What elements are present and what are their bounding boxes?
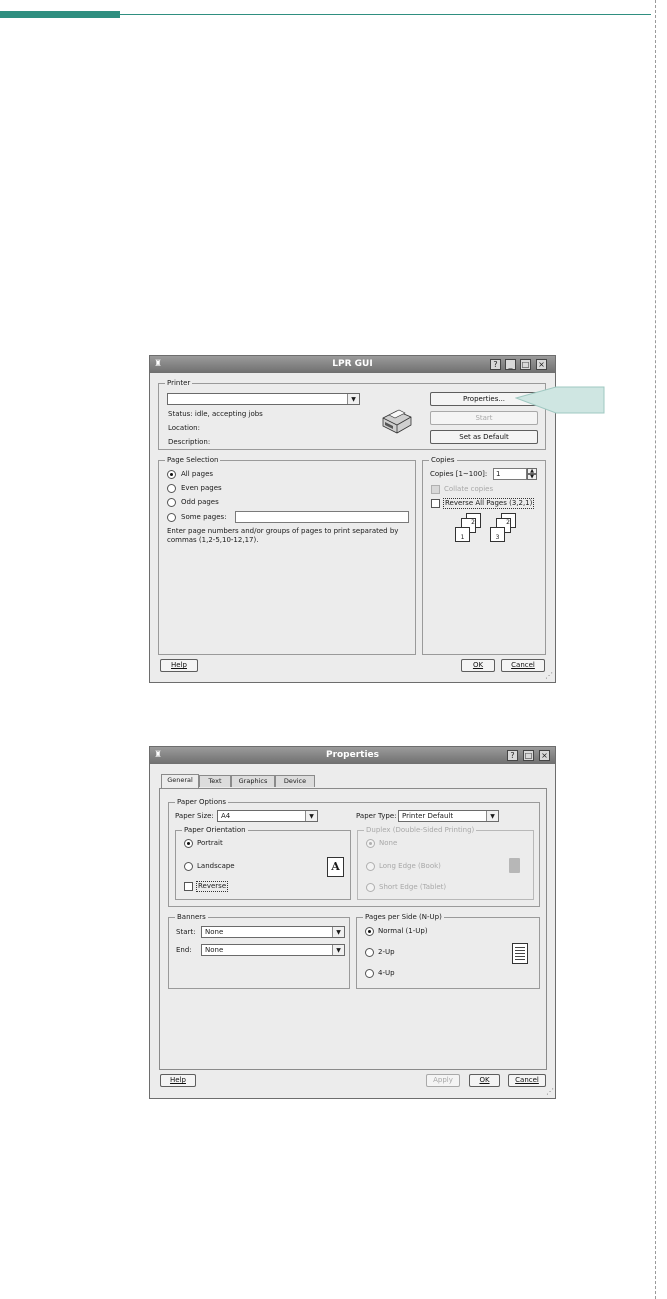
reverse-pages-checkbox[interactable] [431, 499, 440, 508]
properties-button[interactable]: Properties... [430, 392, 538, 406]
banner-start-label: Start: [176, 928, 196, 936]
maximize-button[interactable]: □ [521, 360, 530, 369]
close-button[interactable]: × [539, 750, 550, 761]
tab-panel [159, 788, 547, 1070]
chevron-down-icon: ▼ [347, 394, 359, 404]
resize-grip-icon[interactable]: ⋰ [546, 1087, 554, 1096]
duplex-group [357, 826, 534, 900]
duplex-page-icon [509, 858, 520, 873]
2up-label: 2-Up [378, 948, 395, 956]
collate-checkbox[interactable] [431, 485, 440, 494]
copies-label: Copies [1~100]: [430, 470, 488, 478]
even-pages-label: Even pages [181, 484, 222, 492]
portrait-label: Portrait [197, 839, 223, 847]
printer-icon [379, 404, 415, 436]
tab-graphics[interactable]: Graphics [231, 775, 275, 787]
some-pages-input[interactable] [235, 511, 409, 523]
printer-group [158, 379, 546, 450]
help-button[interactable]: Help [160, 659, 198, 672]
radio-duplex-none[interactable] [366, 839, 375, 848]
banner-start-value: None [205, 928, 224, 936]
window-title: Properties [325, 750, 380, 760]
orientation-group [175, 826, 351, 900]
page-help-text-2: commas (1,2-5,10-12,17). [167, 536, 259, 544]
radio-some-pages[interactable] [167, 513, 176, 522]
window-title: LPR GUI [332, 359, 373, 369]
maximize-button[interactable]: □ [524, 751, 533, 760]
odd-pages-label: Odd pages [181, 498, 219, 506]
orientation-label: Paper Orientation [184, 826, 246, 834]
radio-portrait[interactable] [184, 839, 193, 848]
help-button[interactable]: Help [160, 1074, 196, 1087]
apply-button[interactable]: Apply [426, 1074, 460, 1087]
reverse-label: Reverse [198, 882, 227, 890]
banners-group [168, 913, 350, 989]
paper-size-value: A4 [221, 812, 231, 820]
banner-end-value: None [205, 946, 224, 954]
app-menu-icon[interactable]: ♜ [154, 359, 163, 369]
help-title-button[interactable]: ? [507, 750, 518, 761]
paper-type-value: Printer Default [402, 812, 454, 820]
tab-text[interactable]: Text [199, 775, 231, 787]
some-pages-label: Some pages: [181, 513, 227, 521]
paper-type-select[interactable] [398, 810, 499, 822]
page-selection-group [158, 456, 416, 655]
printer-description: Description: [168, 438, 211, 446]
radio-2up[interactable] [365, 948, 374, 957]
radio-odd-pages[interactable] [167, 498, 176, 507]
lpr-gui-window [149, 355, 556, 683]
reverse-pages-label: Reverse All Pages (3,2,1) [445, 499, 533, 507]
callout-arrow [515, 386, 605, 414]
chevron-down-icon: ▼ [332, 945, 344, 955]
radio-long-edge[interactable] [366, 862, 375, 871]
copies-group [422, 456, 546, 655]
radio-all-pages[interactable] [167, 470, 176, 479]
copies-input[interactable]: 1 [493, 468, 527, 480]
start-button[interactable]: Start [430, 411, 538, 425]
paper-options-group [168, 798, 540, 907]
nup-page-icon [512, 943, 528, 964]
radio-4up[interactable] [365, 969, 374, 978]
header-accent-bar [0, 11, 120, 18]
tab-device[interactable]: Device [275, 775, 315, 787]
landscape-label: Landscape [197, 862, 235, 870]
copies-group-label: Copies [431, 456, 455, 464]
chevron-down-icon: ▼ [305, 811, 317, 821]
app-menu-icon[interactable]: ♜ [154, 750, 163, 760]
properties-titlebar[interactable] [150, 747, 555, 764]
close-button[interactable]: × [536, 359, 547, 370]
minimize-button[interactable]: _ [505, 359, 516, 370]
long-edge-label: Long Edge (Book) [379, 862, 441, 870]
header-rule [120, 14, 651, 15]
help-title-button[interactable]: ? [490, 359, 501, 370]
nup-group [356, 913, 540, 989]
printer-group-label: Printer [167, 379, 191, 387]
reverse-checkbox[interactable] [184, 882, 193, 891]
paper-size-label: Paper Size: [175, 812, 214, 820]
banner-end-select[interactable] [201, 944, 345, 956]
properties-window [149, 746, 556, 1099]
chevron-down-icon: ▼ [332, 927, 344, 937]
ok-button[interactable]: OK [469, 1074, 500, 1087]
set-default-button[interactable]: Set as Default [430, 430, 538, 444]
orientation-page-icon: A [327, 857, 344, 877]
ok-button[interactable]: OK [461, 659, 495, 672]
nup-label: Pages per Side (N-Up) [365, 913, 442, 921]
stacked-pages-icon: 2 1 2 3 [453, 513, 523, 547]
short-edge-label: Short Edge (Tablet) [379, 883, 447, 891]
4up-label: 4-Up [378, 969, 395, 977]
cancel-button[interactable]: Cancel [508, 1074, 546, 1087]
tab-general[interactable]: General [161, 774, 199, 788]
lpr-titlebar[interactable] [150, 356, 555, 373]
radio-even-pages[interactable] [167, 484, 176, 493]
radio-short-edge[interactable] [366, 883, 375, 892]
tab-bar [161, 775, 547, 789]
chevron-down-icon: ▼ [486, 811, 498, 821]
resize-grip-icon[interactable]: ⋰ [545, 671, 553, 680]
banners-label: Banners [177, 913, 206, 921]
page-selection-label: Page Selection [167, 456, 219, 464]
radio-normal-1up[interactable] [365, 927, 374, 936]
page-help-text-1: Enter page numbers and/or groups of pages to print separated by [167, 527, 399, 535]
radio-landscape[interactable] [184, 862, 193, 871]
normal-1up-label: Normal (1-Up) [378, 927, 428, 935]
paper-size-select[interactable] [217, 810, 318, 822]
banner-end-label: End: [176, 946, 192, 954]
spin-down-icon[interactable]: ▼ [527, 474, 537, 480]
cancel-button[interactable]: Cancel [501, 659, 545, 672]
paper-type-label: Paper Type: [356, 812, 397, 820]
spin-up-icon[interactable]: ▲ [527, 468, 537, 474]
duplex-label: Duplex (Double-Sided Printing) [366, 826, 475, 834]
page-edge-dashed-line [655, 0, 656, 1299]
banner-start-select[interactable] [201, 926, 345, 938]
collate-label: Collate copies [444, 485, 494, 493]
all-pages-label: All pages [181, 470, 214, 478]
printer-select[interactable] [167, 393, 360, 405]
paper-options-label: Paper Options [177, 798, 227, 806]
duplex-none-label: None [379, 839, 398, 847]
printer-status: Status: idle, accepting jobs [168, 410, 263, 418]
printer-location: Location: [168, 424, 200, 432]
